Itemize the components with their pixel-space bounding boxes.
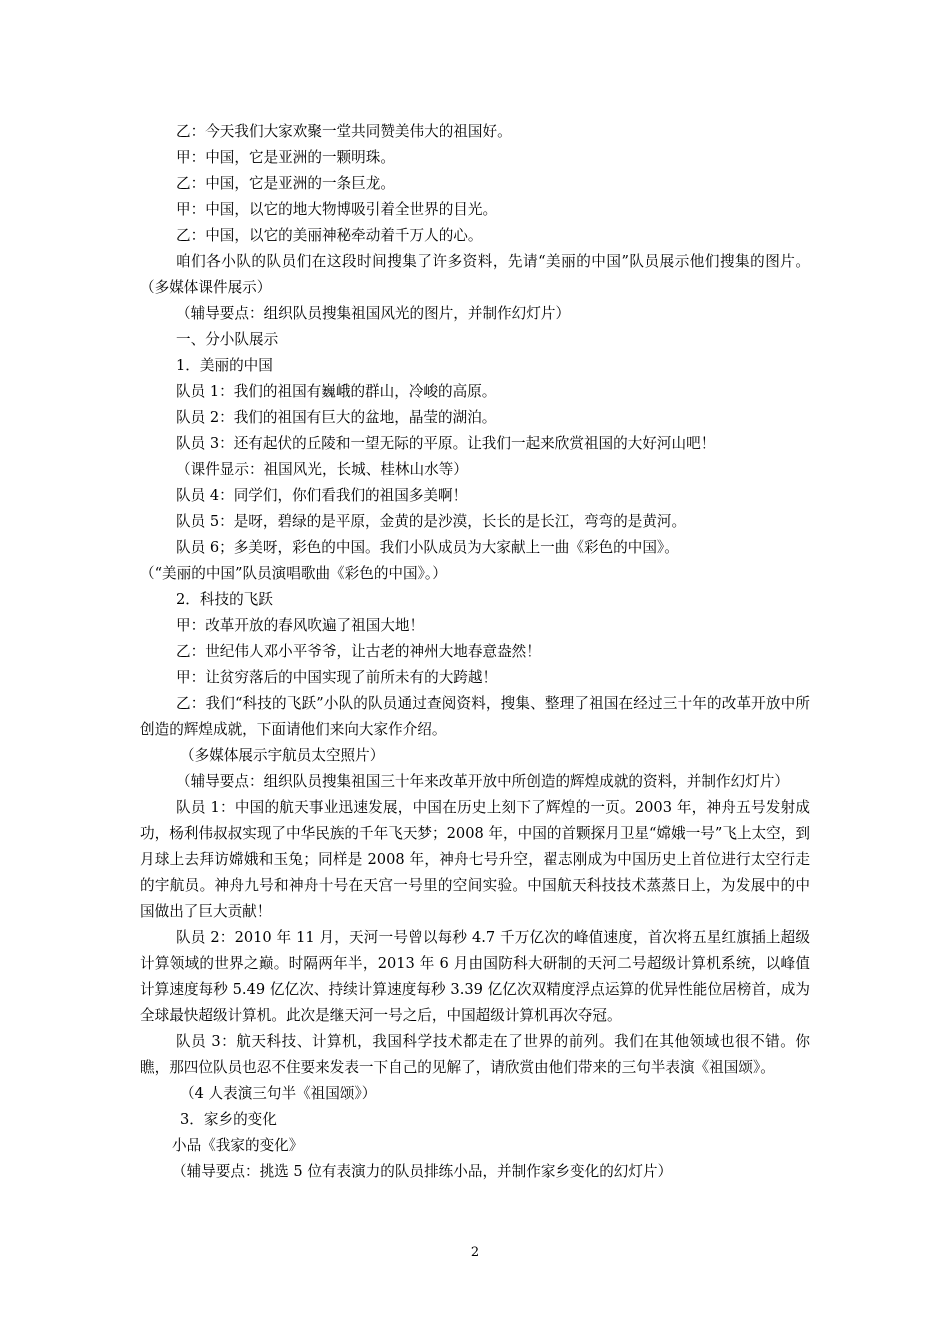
paragraph-dialogue-jia-4: 甲：让贫穷落后的中国实现了前所未有的大跨越！ [176,669,498,686]
paragraph-song-note: （“美丽的中国”队员演唱歌曲《彩色的中国》。） [140,565,447,582]
paragraph-performance-note: （4 人表演三句半《祖国颂》） [180,1085,377,1102]
paragraph-dialogue-jia-3: 甲：改革开放的春风吹遍了祖国大地！ [176,617,425,634]
paragraph-slide-note: （课件显示：祖国风光，长城、桂林山水等） [176,461,468,478]
paragraph-member-3: 队员 3：还有起伏的丘陵和一望无际的平原。让我们一起来欣赏祖国的大好河山吧！ [176,435,716,452]
paragraph-member-5: 队员 5：是呀，碧绿的是平原，金黄的是沙漠，长长的是长江，弯弯的是黄河。 [176,513,687,530]
subsection-heading-1: 1．美丽的中国 [176,357,273,374]
paragraph-media-note: （多媒体展示宇航员太空照片） [180,747,385,764]
paragraph-supercomputer: 队员 2：2010 年 11 月，天河一号曾以每秒 4.7 千万亿次的峰值速度，首次将五星红旗插上超级计算领域的世界之巅。时隔两年半，2013 年 6 月由国防科大研制的天河二号超级计算机系统，以峰值计算速度每秒 5.49 亿亿次、持续计算速度每秒 3.39 亿亿次双精度浮点运算的优异性能位居榜首，成为全球最快超级计算机。此次是继天河一号之后，中国超级计算机再次夺冠。 [140,929,810,1024]
document-body [140,119,810,1185]
paragraph-skit-title: 小品《我家的变化》 [172,1137,304,1154]
paragraph-guidance-3: （辅导要点：挑选 5 位有表演力的队员排练小品，并制作家乡变化的幻灯片） [172,1163,673,1180]
paragraph-space-achievements: 队员 1：中国的航天事业迅速发展，中国在历史上刻下了辉煌的一页。2003 年，神舟五号发射成功，杨利伟叔叔实现了中华民族的千年飞天梦；2008 年，中国的首颗探月卫星“嫦娥一号”飞上太空，到月球上去拜访嫦娥和玉兔；同样是 2008 年，神舟七号升空，翟志刚成为中国历史上首位进行太空行走的宇航员。神舟九号和神舟十号在天宫一号里的空间实验。中国航天科技技术蒸蒸日上，为发展中的中国做出了巨大贡献！ [140,799,810,920]
paragraph-member-2: 队员 2：我们的祖国有巨大的盆地，晶莹的湖泊。 [176,409,497,426]
paragraph-guidance-1: （辅导要点：组织队员搜集祖国风光的图片，并制作幻灯片） [176,305,571,322]
subsection-heading-3: 3．家乡的变化 [180,1111,277,1128]
paragraph-dialogue-jia-2: 甲：中国，以它的地大物博吸引着全世界的目光。 [176,201,498,218]
paragraph-dialogue-yi-1: 乙：今天我们大家欢聚一堂共同赞美伟大的祖国好。 [176,123,512,140]
paragraph-guidance-2: （辅导要点：组织队员搜集祖国三十年来改革开放中所创造的辉煌成就的资料，并制作幻灯片） [176,773,789,790]
paragraph-performance-intro: 队员 3：航天科技、计算机，我国科学技术都走在了世界的前列。我们在其他领域也很不错。你瞧，那四位队员也忍不住要来发表一下自己的见解了，请欣赏由他们带来的三句半表演《祖国颂》。 [140,1033,810,1076]
paragraph-dialogue-yi-4: 乙：世纪伟人邓小平爷爷，让古老的神州大地春意盎然！ [176,643,541,660]
paragraph-member-4: 队员 4：同学们，你们看我们的祖国多美啊！ [176,487,468,504]
paragraph-dialogue-yi-5: 乙：我们“科技的飞跃”小队的队员通过查阅资料，搜集、整理了祖国在经过三十年的改革开放中所创造的辉煌成就，下面请他们来向大家作介绍。 [140,695,810,738]
paragraph-member-1: 队员 1：我们的祖国有巍峨的群山，冷峻的高原。 [176,383,497,400]
page-number: 2 [470,1245,480,1260]
subsection-heading-2: 2．科技的飞跃 [176,591,273,608]
paragraph-member-6: 队员 6；多美呀，彩色的中国。我们小队成员为大家献上一曲《彩色的中国》。 [176,539,679,556]
paragraph-intro: 咱们各小队的队员们在这段时间搜集了许多资料，先请“美丽的中国”队员展示他们搜集的图片。（多媒体课件展示） [140,253,810,296]
section-heading-1: 一、分小队展示 [176,331,279,348]
paragraph-dialogue-yi-3: 乙：中国，以它的美丽神秘牵动着千万人的心。 [176,227,483,244]
paragraph-dialogue-yi-2: 乙：中国，它是亚洲的一条巨龙。 [176,175,395,192]
paragraph-dialogue-jia-1: 甲：中国，它是亚洲的一颗明珠。 [176,149,395,166]
